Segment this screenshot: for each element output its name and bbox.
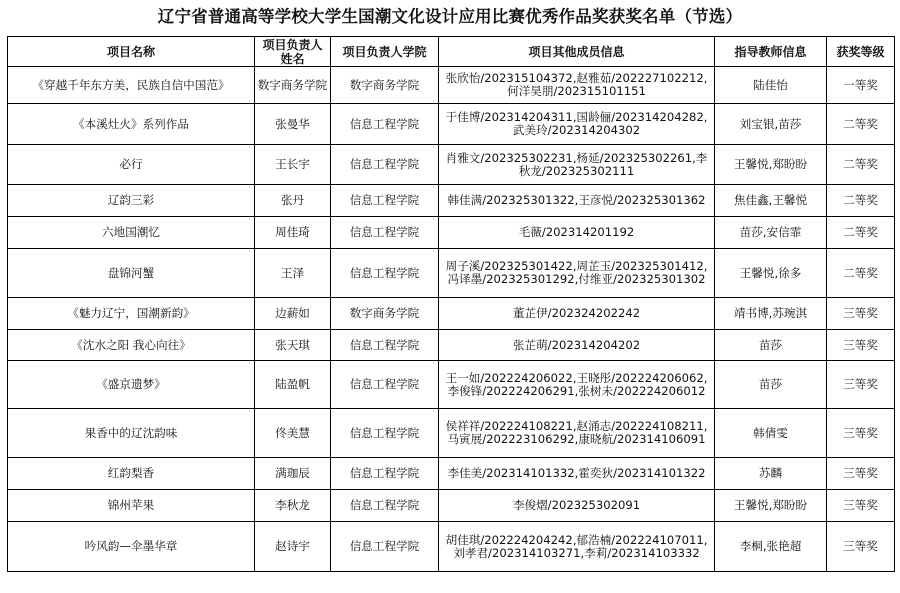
project-name-cell: 盘锦河蟹 (8, 249, 255, 298)
header-row (8, 37, 895, 67)
table-row (8, 217, 895, 249)
leader-college-cell: 信息工程学院 (331, 361, 439, 409)
leader-college-cell: 信息工程学院 (331, 217, 439, 249)
project-name-cell: 《穿越千年东方美，民族自信中国范》 (8, 67, 255, 104)
advisor-cell: 靖书博,苏琬淇 (715, 298, 827, 330)
table-row (8, 249, 895, 298)
project-name-cell: 《沈水之阳 我心向往》 (8, 330, 255, 361)
table-row (8, 458, 895, 490)
leader-name-cell: 张丹 (255, 185, 331, 217)
project-name-cell: 《魅力辽宁，国潮新韵》 (8, 298, 255, 330)
header-project-name: 项目名称 (8, 37, 255, 67)
award-level-cell: 三等奖 (827, 330, 895, 361)
leader-college-cell: 信息工程学院 (331, 104, 439, 145)
advisor-cell: 李桐,张艳超 (715, 522, 827, 572)
project-name-cell: 锦州苹果 (8, 490, 255, 522)
leader-name-cell: 边薪如 (255, 298, 331, 330)
leader-college-cell: 信息工程学院 (331, 185, 439, 217)
leader-name-cell: 王长宇 (255, 145, 331, 185)
table-row (8, 145, 895, 185)
table-row (8, 522, 895, 572)
award-level-cell: 三等奖 (827, 361, 895, 409)
table-row (8, 330, 895, 361)
header-advisor: 指导教师信息 (715, 37, 827, 67)
advisor-cell: 王馨悦,徐多 (715, 249, 827, 298)
award-level-cell: 二等奖 (827, 217, 895, 249)
project-name-cell: 吟风韵—伞墨华章 (8, 522, 255, 572)
table-row (8, 104, 895, 145)
members-cell: 韩佳满/202325301322,王彦悦/202325301362 (439, 185, 715, 217)
header-members: 项目其他成员信息 (439, 37, 715, 67)
leader-college-cell: 信息工程学院 (331, 249, 439, 298)
table-header (8, 37, 895, 67)
leader-name-cell: 数字商务学院 (255, 67, 331, 104)
advisor-cell: 王馨悦,郑盼盼 (715, 145, 827, 185)
project-name-cell: 必行 (8, 145, 255, 185)
members-cell: 张芷萌/202314204202 (439, 330, 715, 361)
leader-name-cell: 满珈辰 (255, 458, 331, 490)
advisor-cell: 刘宝银,苗莎 (715, 104, 827, 145)
award-level-cell: 三等奖 (827, 409, 895, 458)
leader-college-cell: 信息工程学院 (331, 145, 439, 185)
members-cell: 毛薇/202314201192 (439, 217, 715, 249)
members-cell: 王一如/202224206022,王晓彤/202224206062,李俊锋/202224206291,张树未/202224206012 (439, 361, 715, 409)
header-award-level: 获奖等级 (827, 37, 895, 67)
award-level-cell: 三等奖 (827, 298, 895, 330)
project-name-cell: 《盛京遗梦》 (8, 361, 255, 409)
award-level-cell: 三等奖 (827, 522, 895, 572)
table-row (8, 490, 895, 522)
advisor-cell: 苗莎 (715, 361, 827, 409)
leader-college-cell: 信息工程学院 (331, 490, 439, 522)
members-cell: 张欣怡/202315104372,赵雅茹/202227102212,何洋昊朋/202315101151 (439, 67, 715, 104)
award-level-cell: 三等奖 (827, 458, 895, 490)
project-name-cell: 辽韵三彩 (8, 185, 255, 217)
leader-name-cell: 张天琪 (255, 330, 331, 361)
project-name-cell: 果香中的辽沈韵味 (8, 409, 255, 458)
table-row (8, 185, 895, 217)
award-level-cell: 二等奖 (827, 185, 895, 217)
table-row (8, 67, 895, 104)
award-level-cell: 一等奖 (827, 67, 895, 104)
project-name-cell: 六地国潮忆 (8, 217, 255, 249)
project-name-cell: 红韵梨香 (8, 458, 255, 490)
project-name-cell: 《本溪灶火》系列作品 (8, 104, 255, 145)
leader-college-cell: 信息工程学院 (331, 458, 439, 490)
awards-table (7, 36, 895, 572)
leader-name-cell: 李秋龙 (255, 490, 331, 522)
advisor-cell: 苗莎 (715, 330, 827, 361)
table-row (8, 361, 895, 409)
members-cell: 于佳博/202314204311,国龄俪/202314204282,武美玲/202314204302 (439, 104, 715, 145)
members-cell: 董芷伊/202324202242 (439, 298, 715, 330)
members-cell: 李佳美/202314101332,霍奕狄/202314101322 (439, 458, 715, 490)
leader-name-cell: 佟美慧 (255, 409, 331, 458)
page-title: 辽宁省普通高等学校大学生国潮文化设计应用比赛优秀作品奖获奖名单（节选） (157, 7, 743, 26)
leader-college-cell: 数字商务学院 (331, 67, 439, 104)
advisor-cell: 焦佳鑫,王馨悦 (715, 185, 827, 217)
members-cell: 肖雅文/202325302231,杨延/202325302261,李秋龙/202325302111 (439, 145, 715, 185)
award-level-cell: 二等奖 (827, 249, 895, 298)
leader-college-cell: 信息工程学院 (331, 330, 439, 361)
table-row (8, 298, 895, 330)
members-cell: 李俊熠/202325302091 (439, 490, 715, 522)
leader-name-cell: 赵诗宇 (255, 522, 331, 572)
table-row (8, 409, 895, 458)
table-body (8, 67, 895, 572)
advisor-cell: 苗莎,安信霏 (715, 217, 827, 249)
award-level-cell: 二等奖 (827, 145, 895, 185)
advisor-cell: 苏麟 (715, 458, 827, 490)
advisor-cell: 陆佳怡 (715, 67, 827, 104)
leader-name-cell: 王泽 (255, 249, 331, 298)
leader-college-cell: 信息工程学院 (331, 409, 439, 458)
leader-name-cell: 张曼华 (255, 104, 331, 145)
advisor-cell: 王馨悦,郑盼盼 (715, 490, 827, 522)
members-cell: 胡佳琪/202224204242,郁浩楠/202224107011,刘孝君/202314103271,李莉/202314103332 (439, 522, 715, 572)
award-level-cell: 二等奖 (827, 104, 895, 145)
leader-name-cell: 陆盈帆 (255, 361, 331, 409)
header-leader-name: 项目负责人姓名 (255, 37, 331, 67)
award-level-cell: 三等奖 (827, 490, 895, 522)
leader-college-cell: 信息工程学院 (331, 522, 439, 572)
header-leader-college: 项目负责人学院 (331, 37, 439, 67)
members-cell: 侯祥祥/202224108221,赵涌志/202224108211,马寅展/202223106292,康晓航/202314106091 (439, 409, 715, 458)
members-cell: 周子溪/202325301422,周芷玉/202325301412,冯译墨/202325301292,付维亚/202325301302 (439, 249, 715, 298)
leader-college-cell: 数字商务学院 (331, 298, 439, 330)
advisor-cell: 韩倩雯 (715, 409, 827, 458)
leader-name-cell: 周佳琦 (255, 217, 331, 249)
